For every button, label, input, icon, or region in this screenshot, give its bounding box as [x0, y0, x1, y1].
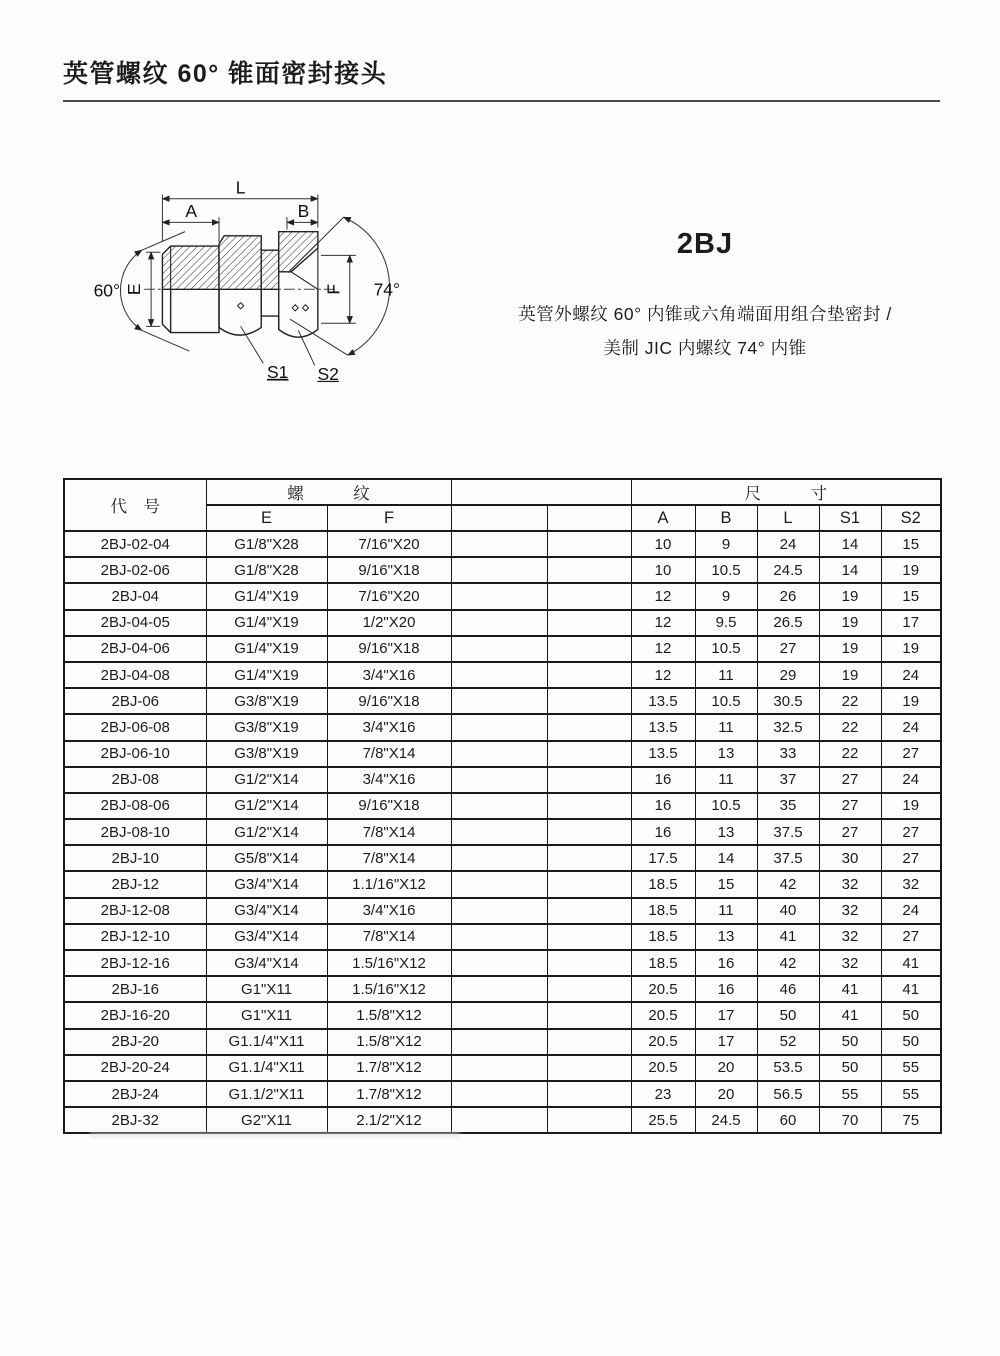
- table-row: [64, 531, 941, 557]
- spec-table-body: [64, 531, 941, 1133]
- table-cell: G1/8"X28: [206, 557, 327, 583]
- table-cell: 19: [819, 662, 881, 688]
- table-cell: G3/4"X14: [206, 898, 327, 924]
- callout-label-S1: S1: [267, 361, 289, 382]
- table-cell: 13: [695, 741, 757, 767]
- cross-section-upper: [162, 232, 317, 290]
- table-cell: [451, 950, 547, 976]
- table-cell: 30.5: [757, 688, 819, 714]
- table-cell: G3/8"X19: [206, 741, 327, 767]
- title-rule: [63, 100, 940, 102]
- table-cell: 3/4"X16: [327, 898, 451, 924]
- table-cell: 32: [881, 871, 941, 897]
- table-cell: [451, 636, 547, 662]
- callout-label-S2: S2: [317, 363, 339, 382]
- table-cell: 18.5: [631, 871, 695, 897]
- table-cell: G1/4"X19: [206, 662, 327, 688]
- table-cell: 7/8"X14: [327, 924, 451, 950]
- table-cell: 2BJ-06: [64, 688, 206, 714]
- table-cell: [451, 898, 547, 924]
- table-cell: 25.5: [631, 1107, 695, 1133]
- table-cell: 18.5: [631, 950, 695, 976]
- table-row: [64, 557, 941, 583]
- table-cell: 37.5: [757, 819, 819, 845]
- table-cell: 22: [819, 741, 881, 767]
- table-cell: [547, 662, 631, 688]
- table-cell: 41: [881, 950, 941, 976]
- table-cell: 2BJ-04-05: [64, 610, 206, 636]
- table-cell: 7/16"X20: [327, 531, 451, 557]
- table-cell: [451, 714, 547, 740]
- table-cell: 24.5: [695, 1107, 757, 1133]
- table-cell: [547, 583, 631, 609]
- table-cell: 50: [881, 1029, 941, 1055]
- product-description-line2: 美制 JIC 内螺纹 74° 内锥: [603, 338, 807, 358]
- col-header-F: F: [327, 505, 451, 531]
- table-row: [64, 845, 941, 871]
- table-cell: 12: [631, 583, 695, 609]
- table-cell: [451, 819, 547, 845]
- table-row: [64, 924, 941, 950]
- table-cell: 1.7/8"X12: [327, 1081, 451, 1107]
- table-cell: 15: [881, 583, 941, 609]
- table-row: [64, 714, 941, 740]
- table-cell: 10: [631, 557, 695, 583]
- table-cell: [451, 1029, 547, 1055]
- table-cell: 35: [757, 793, 819, 819]
- table-cell: 15: [695, 871, 757, 897]
- table-cell: 55: [881, 1081, 941, 1107]
- table-cell: 2BJ-04-06: [64, 636, 206, 662]
- table-cell: [547, 1081, 631, 1107]
- col-group-thread: 螺 纹: [206, 479, 451, 505]
- table-cell: 24: [881, 898, 941, 924]
- col-header-code: 代 号: [64, 479, 206, 531]
- table-cell: 13.5: [631, 741, 695, 767]
- table-cell: 1/2"X20: [327, 610, 451, 636]
- table-cell: G1/2"X14: [206, 767, 327, 793]
- table-cell: 24: [881, 662, 941, 688]
- table-cell: 55: [881, 1055, 941, 1081]
- table-cell: 50: [819, 1029, 881, 1055]
- table-cell: [451, 741, 547, 767]
- table-cell: 2BJ-32: [64, 1107, 206, 1133]
- table-cell: 16: [695, 976, 757, 1002]
- table-cell: 9: [695, 583, 757, 609]
- table-row: [64, 767, 941, 793]
- table-cell: 10: [631, 531, 695, 557]
- table-cell: 29: [757, 662, 819, 688]
- table-row: [64, 871, 941, 897]
- table-row: [64, 898, 941, 924]
- table-cell: [547, 871, 631, 897]
- table-cell: 24: [881, 714, 941, 740]
- table-cell: [547, 610, 631, 636]
- table-cell: 2BJ-08-10: [64, 819, 206, 845]
- table-cell: 7/8"X14: [327, 845, 451, 871]
- table-cell: 11: [695, 662, 757, 688]
- table-cell: G1"X11: [206, 1002, 327, 1028]
- table-cell: 56.5: [757, 1081, 819, 1107]
- col-header-E: E: [206, 505, 327, 531]
- table-cell: 1.5/8"X12: [327, 1002, 451, 1028]
- table-cell: [451, 1055, 547, 1081]
- table-cell: 10.5: [695, 636, 757, 662]
- table-row: [64, 819, 941, 845]
- table-cell: 7/16"X20: [327, 583, 451, 609]
- table-cell: 70: [819, 1107, 881, 1133]
- table-cell: 19: [881, 557, 941, 583]
- table-cell: 2BJ-12-08: [64, 898, 206, 924]
- table-cell: [547, 845, 631, 871]
- table-cell: G1.1/4"X11: [206, 1055, 327, 1081]
- table-cell: 9/16"X18: [327, 636, 451, 662]
- table-cell: 16: [631, 819, 695, 845]
- dim-label-A: A: [185, 201, 198, 222]
- table-cell: 23: [631, 1081, 695, 1107]
- table-cell: 12: [631, 636, 695, 662]
- spec-table: [63, 478, 942, 1134]
- hex-edge-marks: [238, 303, 309, 311]
- table-cell: 60: [757, 1107, 819, 1133]
- table-cell: 20: [695, 1081, 757, 1107]
- table-cell: 9/16"X18: [327, 793, 451, 819]
- table-cell: [451, 688, 547, 714]
- table-row: [64, 662, 941, 688]
- table-cell: 52: [757, 1029, 819, 1055]
- table-cell: 50: [819, 1055, 881, 1081]
- table-cell: 41: [819, 976, 881, 1002]
- table-cell: 17.5: [631, 845, 695, 871]
- table-cell: 42: [757, 871, 819, 897]
- table-cell: 20.5: [631, 976, 695, 1002]
- table-cell: 3/4"X16: [327, 714, 451, 740]
- table-cell: 10.5: [695, 688, 757, 714]
- table-cell: [547, 1029, 631, 1055]
- col-header-blank-2: [547, 505, 631, 531]
- table-cell: 14: [819, 557, 881, 583]
- table-cell: 17: [695, 1029, 757, 1055]
- table-cell: 32: [819, 924, 881, 950]
- table-cell: 41: [819, 1002, 881, 1028]
- table-cell: [451, 845, 547, 871]
- table-cell: 32: [819, 898, 881, 924]
- table-cell: 2BJ-06-08: [64, 714, 206, 740]
- table-cell: 2BJ-02-06: [64, 557, 206, 583]
- table-cell: 19: [881, 636, 941, 662]
- table-cell: 9: [695, 531, 757, 557]
- fitting-section-drawing: [78, 176, 428, 382]
- table-cell: [547, 976, 631, 1002]
- table-row: [64, 1002, 941, 1028]
- table-cell: G1"X11: [206, 976, 327, 1002]
- table-cell: 33: [757, 741, 819, 767]
- table-cell: [451, 610, 547, 636]
- angle-label-74: 74°: [373, 279, 401, 300]
- table-cell: 2BJ-12-10: [64, 924, 206, 950]
- col-header-S1: S1: [819, 505, 881, 531]
- table-cell: 14: [695, 845, 757, 871]
- table-cell: 2BJ-10: [64, 845, 206, 871]
- table-cell: 2BJ-04: [64, 583, 206, 609]
- table-cell: 19: [819, 583, 881, 609]
- col-header-A: A: [631, 505, 695, 531]
- table-cell: G2"X11: [206, 1107, 327, 1133]
- table-cell: 12: [631, 662, 695, 688]
- table-cell: 20.5: [631, 1002, 695, 1028]
- table-cell: G3/4"X14: [206, 924, 327, 950]
- table-cell: [547, 636, 631, 662]
- table-cell: 13: [695, 924, 757, 950]
- table-cell: 41: [881, 976, 941, 1002]
- table-cell: 24.5: [757, 557, 819, 583]
- table-cell: 9/16"X18: [327, 688, 451, 714]
- table-cell: 16: [695, 950, 757, 976]
- table-cell: 22: [819, 714, 881, 740]
- table-cell: [451, 557, 547, 583]
- table-row: [64, 1081, 941, 1107]
- table-cell: [451, 767, 547, 793]
- table-cell: 19: [819, 610, 881, 636]
- table-cell: 9/16"X18: [327, 557, 451, 583]
- table-row: [64, 688, 941, 714]
- table-cell: 2BJ-16: [64, 976, 206, 1002]
- table-cell: 24: [757, 531, 819, 557]
- table-row: [64, 1029, 941, 1055]
- table-cell: [451, 976, 547, 1002]
- table-cell: 27: [819, 793, 881, 819]
- table-cell: [451, 871, 547, 897]
- dim-label-L: L: [235, 177, 246, 198]
- table-cell: 40: [757, 898, 819, 924]
- table-cell: 53.5: [757, 1055, 819, 1081]
- table-cell: 10.5: [695, 793, 757, 819]
- table-cell: 18.5: [631, 924, 695, 950]
- col-group-blank: [451, 479, 631, 505]
- table-cell: [451, 1107, 547, 1133]
- table-cell: G1/4"X19: [206, 610, 327, 636]
- table-cell: 16: [631, 767, 695, 793]
- table-row: [64, 793, 941, 819]
- table-cell: 1.5/16"X12: [327, 976, 451, 1002]
- table-cell: 19: [819, 636, 881, 662]
- col-header-B: B: [695, 505, 757, 531]
- table-cell: G5/8"X14: [206, 845, 327, 871]
- table-cell: 2BJ-08-06: [64, 793, 206, 819]
- table-cell: G3/4"X14: [206, 871, 327, 897]
- table-cell: 13.5: [631, 714, 695, 740]
- col-header-blank-1: [451, 505, 547, 531]
- table-cell: 2BJ-12: [64, 871, 206, 897]
- table-row: [64, 741, 941, 767]
- table-cell: [547, 557, 631, 583]
- table-cell: [547, 767, 631, 793]
- table-cell: 32.5: [757, 714, 819, 740]
- table-cell: 14: [819, 531, 881, 557]
- table-cell: 19: [881, 688, 941, 714]
- table-cell: 20.5: [631, 1029, 695, 1055]
- table-cell: 26.5: [757, 610, 819, 636]
- table-cell: 50: [757, 1002, 819, 1028]
- table-row: [64, 1055, 941, 1081]
- table-cell: 27: [881, 924, 941, 950]
- table-cell: 16: [631, 793, 695, 819]
- table-cell: 37: [757, 767, 819, 793]
- table-cell: G1/2"X14: [206, 793, 327, 819]
- table-cell: 2BJ-08: [64, 767, 206, 793]
- table-cell: 2BJ-12-16: [64, 950, 206, 976]
- table-cell: 15: [881, 531, 941, 557]
- table-cell: 75: [881, 1107, 941, 1133]
- table-cell: 18.5: [631, 898, 695, 924]
- table-cell: G1/8"X28: [206, 531, 327, 557]
- table-cell: 13.5: [631, 688, 695, 714]
- table-row: [64, 636, 941, 662]
- table-cell: 2BJ-20-24: [64, 1055, 206, 1081]
- table-cell: G1/4"X19: [206, 583, 327, 609]
- table-cell: 27: [819, 767, 881, 793]
- table-cell: [547, 819, 631, 845]
- table-cell: [547, 714, 631, 740]
- table-cell: 26: [757, 583, 819, 609]
- table-cell: [547, 898, 631, 924]
- table-cell: 27: [881, 845, 941, 871]
- table-cell: 37.5: [757, 845, 819, 871]
- table-cell: 30: [819, 845, 881, 871]
- table-cell: 2.1/2"X12: [327, 1107, 451, 1133]
- table-cell: [547, 741, 631, 767]
- table-cell: G3/8"X19: [206, 688, 327, 714]
- table-cell: G3/4"X14: [206, 950, 327, 976]
- table-cell: 27: [881, 741, 941, 767]
- table-row: [64, 583, 941, 609]
- dim-label-F: F: [323, 283, 344, 295]
- table-cell: 19: [881, 793, 941, 819]
- table-cell: [451, 793, 547, 819]
- angle-label-60: 60°: [93, 280, 121, 301]
- table-cell: 1.1/16"X12: [327, 871, 451, 897]
- table-row: [64, 950, 941, 976]
- table-cell: [451, 1081, 547, 1107]
- external-lower: [162, 289, 317, 337]
- table-cell: [547, 1002, 631, 1028]
- table-cell: 42: [757, 950, 819, 976]
- table-cell: [451, 531, 547, 557]
- table-cell: 27: [819, 819, 881, 845]
- table-cell: 11: [695, 767, 757, 793]
- table-cell: 32: [819, 950, 881, 976]
- table-row: [64, 976, 941, 1002]
- table-cell: 2BJ-06-10: [64, 741, 206, 767]
- table-cell: 2BJ-04-08: [64, 662, 206, 688]
- table-cell: 1.5/16"X12: [327, 950, 451, 976]
- table-cell: G3/8"X19: [206, 714, 327, 740]
- table-cell: [547, 531, 631, 557]
- dim-label-B: B: [297, 201, 310, 222]
- product-info: [468, 228, 942, 365]
- table-cell: 17: [881, 610, 941, 636]
- scan-artifact: [90, 1132, 460, 1137]
- table-cell: 2BJ-02-04: [64, 531, 206, 557]
- table-cell: [547, 1107, 631, 1133]
- table-cell: 32: [819, 871, 881, 897]
- table-cell: 7/8"X14: [327, 819, 451, 845]
- product-description-line1: 英管外螺纹 60° 内锥或六角端面用组合垫密封 /: [518, 304, 892, 324]
- table-cell: 27: [881, 819, 941, 845]
- table-cell: 10.5: [695, 557, 757, 583]
- table-cell: [451, 1002, 547, 1028]
- table-cell: 11: [695, 714, 757, 740]
- table-cell: 7/8"X14: [327, 741, 451, 767]
- table-cell: 3/4"X16: [327, 767, 451, 793]
- table-cell: 1.7/8"X12: [327, 1055, 451, 1081]
- table-cell: 17: [695, 1002, 757, 1028]
- table-cell: 9.5: [695, 610, 757, 636]
- col-group-size: 尺 寸: [631, 479, 941, 505]
- table-cell: [547, 924, 631, 950]
- table-row: [64, 1107, 941, 1133]
- table-cell: 2BJ-20: [64, 1029, 206, 1055]
- table-cell: 12: [631, 610, 695, 636]
- table-cell: [451, 662, 547, 688]
- table-cell: 3/4"X16: [327, 662, 451, 688]
- col-header-S2: S2: [881, 505, 941, 531]
- table-cell: 50: [881, 1002, 941, 1028]
- table-cell: 11: [695, 898, 757, 924]
- table-row: [64, 610, 941, 636]
- table-cell: G1.1/2"X11: [206, 1081, 327, 1107]
- table-cell: [547, 688, 631, 714]
- table-cell: 41: [757, 924, 819, 950]
- table-cell: G1/2"X14: [206, 819, 327, 845]
- page-title: 英管螺纹 60° 锥面密封接头: [63, 60, 388, 88]
- table-cell: 1.5/8"X12: [327, 1029, 451, 1055]
- product-model: 2BJ: [676, 228, 734, 260]
- table-cell: 13: [695, 819, 757, 845]
- table-cell: 2BJ-24: [64, 1081, 206, 1107]
- table-cell: [451, 583, 547, 609]
- table-group-header-row: [64, 479, 941, 505]
- table-cell: [547, 1055, 631, 1081]
- table-cell: 20.5: [631, 1055, 695, 1081]
- table-cell: 46: [757, 976, 819, 1002]
- table-cell: 24: [881, 767, 941, 793]
- table-cell: 55: [819, 1081, 881, 1107]
- table-cell: 27: [757, 636, 819, 662]
- col-header-L: L: [757, 505, 819, 531]
- table-cell: 20: [695, 1055, 757, 1081]
- dim-label-E: E: [123, 283, 144, 296]
- table-cell: G1.1/4"X11: [206, 1029, 327, 1055]
- table-cell: [547, 793, 631, 819]
- table-cell: 2BJ-16-20: [64, 1002, 206, 1028]
- table-cell: [547, 950, 631, 976]
- table-cell: [451, 924, 547, 950]
- table-cell: 22: [819, 688, 881, 714]
- table-cell: G1/4"X19: [206, 636, 327, 662]
